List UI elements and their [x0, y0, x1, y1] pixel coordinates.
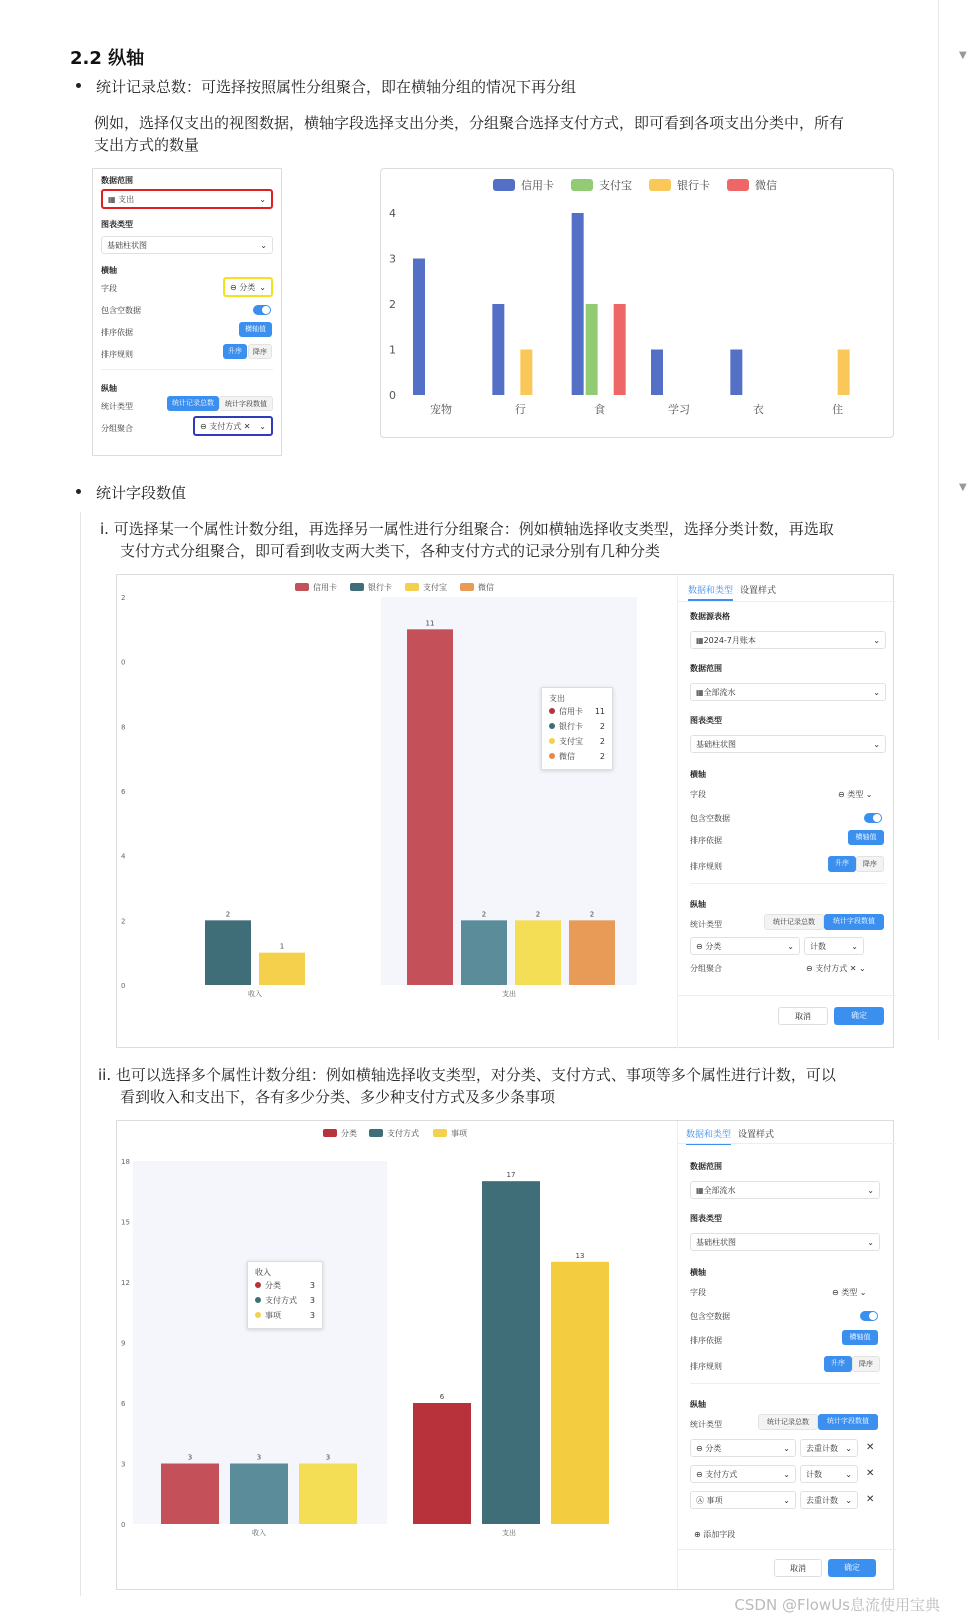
bar	[299, 1464, 357, 1525]
bar	[730, 350, 742, 396]
chart-3-svg	[117, 1121, 677, 1591]
sort-by-button[interactable]: 横轴值	[848, 830, 884, 845]
y-tick-label: 18	[121, 1158, 130, 1166]
sort-desc-button[interactable]: 降序	[852, 1356, 880, 1372]
yaxis-heading: 纵轴	[101, 384, 117, 393]
category-icon: ⊖	[806, 964, 813, 973]
xaxis-heading: 横轴	[101, 266, 117, 275]
y-tick-label: 4	[121, 852, 126, 861]
sort-by-label: 排序依据	[690, 836, 722, 845]
y-tick-label: 8	[121, 723, 126, 732]
include-empty-toggle[interactable]	[860, 1311, 878, 1321]
bar-value-label: 3	[187, 1453, 193, 1462]
tooltip-series-name: 事项	[255, 1308, 281, 1323]
settings-panel-3	[677, 1121, 895, 1591]
count-field-value: 事项	[706, 1495, 723, 1505]
stat-field-button[interactable]: 统计字段数值	[824, 914, 884, 930]
y-tick-label: 3	[121, 1460, 126, 1469]
legend-label: 支付宝	[599, 179, 632, 192]
data-range-label: 数据范围	[690, 664, 722, 673]
data-range-label: 数据范围	[101, 176, 133, 185]
y-tick-label: 4	[389, 207, 396, 220]
watermark: CSDN @FlowUs息流使用宝典	[734, 1596, 940, 1614]
tooltip-series-name: 微信	[549, 749, 575, 764]
legend-swatch	[369, 1129, 383, 1137]
bar	[482, 1181, 540, 1524]
bar	[461, 920, 507, 985]
y-tick-label: 0	[121, 658, 126, 667]
bullet-dot	[76, 83, 81, 88]
tooltip-2-title: 支出	[549, 694, 565, 703]
y-tick-label: 6	[121, 788, 126, 796]
x-tick-label: 支出	[502, 990, 516, 998]
add-field-button[interactable]: ⊕ 添加字段	[694, 1530, 736, 1539]
sort-by-label: 排序依据	[101, 328, 133, 337]
sort-asc-button[interactable]: 升序	[223, 344, 247, 359]
bullet-dot	[76, 489, 81, 494]
tooltip-2-row	[549, 704, 605, 719]
tooltip-2-row	[549, 749, 605, 764]
tooltip-3-row	[255, 1308, 315, 1323]
x-tick-label: 住	[832, 403, 844, 416]
tooltip-series-value: 3	[309, 1296, 315, 1305]
legend-label: 微信	[755, 179, 777, 192]
chart-1-svg	[381, 169, 895, 439]
legend-swatch	[405, 583, 419, 591]
sort-asc-button[interactable]: 升序	[824, 1356, 852, 1372]
sort-rule-label: 排序规则	[690, 1362, 722, 1371]
bar	[515, 920, 561, 985]
tooltip-series-name: 信用卡	[549, 704, 583, 719]
category-icon: ⊖	[230, 282, 237, 292]
source-table-label: 数据源表格	[690, 612, 730, 621]
tab-style[interactable]: 设置样式	[740, 586, 777, 596]
chevron-down-icon[interactable]: ▼	[959, 482, 967, 493]
bar	[413, 259, 425, 396]
legend-label: 支付宝	[423, 583, 447, 592]
legend-label: 银行卡	[368, 583, 392, 592]
y-tick-label: 15	[121, 1218, 130, 1227]
table-icon: ▦	[108, 194, 116, 204]
bullet-2	[96, 482, 186, 503]
sort-rule-label: 排序规则	[690, 862, 722, 871]
item-ii-line-2: 看到收入和支出下，各有多少分类、多少种支付方式及多少条事项	[120, 1088, 556, 1106]
stat-total-button[interactable]: 统计记录总数	[764, 914, 824, 930]
legend-swatch	[433, 1129, 447, 1137]
item-ii-line-1: ii. 也可以选择多个属性计数分组：例如横轴选择收支类型，对分类、支付方式、事项等多个属性进行计数，可以	[98, 1066, 836, 1084]
chevron-down-icon: ⌄	[259, 282, 266, 292]
bar-value-label: 1	[279, 942, 285, 951]
paragraph-1	[94, 112, 844, 156]
remove-field-close-icon[interactable]: ✕	[866, 1468, 875, 1479]
include-empty-toggle[interactable]	[864, 813, 882, 823]
screenshot-3	[116, 1120, 894, 1590]
legend-label: 信用卡	[313, 583, 337, 592]
tooltip-3-title: 收入	[255, 1268, 271, 1277]
group-agg-label: 分组聚合	[690, 964, 722, 973]
legend-swatch	[295, 583, 309, 591]
bar-value-label: 11	[425, 619, 435, 628]
category-icon: ⊖	[832, 1288, 839, 1297]
chevron-down-icon: ⌄	[259, 194, 266, 204]
yaxis-heading: 纵轴	[690, 1400, 706, 1409]
sort-by-button[interactable]: 横轴值	[842, 1330, 878, 1345]
stat-total-button[interactable]: 统计记录总数	[167, 396, 219, 411]
bar-value-label: 6	[439, 1393, 445, 1401]
cancel-button[interactable]: 取消	[774, 1559, 822, 1577]
chevron-down-icon: ⌄	[845, 1495, 852, 1505]
x-tick-label: 学习	[668, 403, 690, 416]
remove-field-close-icon[interactable]: ✕	[866, 1442, 875, 1453]
tab-data-and-type[interactable]: 数据和类型	[688, 583, 733, 601]
chevron-down-icon: ⌄	[873, 635, 880, 645]
count-agg-select[interactable]	[800, 1465, 858, 1483]
table-icon: ▦	[696, 687, 704, 697]
tooltip-series-value: 2	[599, 722, 605, 731]
tooltip-3-row	[255, 1278, 315, 1293]
legend-swatch	[727, 179, 749, 191]
include-empty-label: 包含空数据	[101, 306, 141, 315]
ok-button[interactable]: 确定	[834, 1007, 884, 1025]
category-icon: ⊖	[696, 941, 703, 951]
paragraph-1-line-2: 支出方式的数量	[94, 136, 200, 154]
x-tick-label: 宠物	[430, 403, 452, 416]
chart-type-select[interactable]: 基础柱状图 ⌄	[690, 1233, 880, 1251]
legend-swatch	[649, 179, 671, 191]
bar	[161, 1464, 219, 1525]
field-label: 字段	[690, 1288, 706, 1297]
bar-value-label: 13	[575, 1251, 585, 1260]
x-tick-label: 收入	[248, 990, 262, 998]
data-range-label: 数据范围	[690, 1162, 722, 1171]
data-range-select[interactable]: ▦全部流水 ⌄	[690, 683, 886, 701]
count-agg-value: 去重计数	[806, 1495, 838, 1505]
group-agg-select[interactable]: ⊖ 支付方式 ✕ ⌄	[193, 416, 273, 436]
bullet-2-text: 统计字段数值	[96, 484, 187, 502]
count-agg-select[interactable]	[800, 1439, 858, 1457]
count-agg-select[interactable]: 计数 ⌄	[804, 937, 864, 955]
series-dot-icon	[549, 708, 555, 714]
chart-type-select[interactable]: 基础柱状图 ⌄	[101, 236, 273, 254]
series-dot-icon	[549, 753, 555, 759]
bullet-1	[96, 76, 576, 97]
sort-asc-button[interactable]: 升序	[828, 856, 856, 872]
bar	[205, 920, 251, 985]
tooltip-series-value: 3	[309, 1311, 315, 1320]
source-table-select[interactable]: ▦2024-7月账本 ⌄	[690, 631, 886, 649]
bar	[551, 1262, 609, 1524]
legend-swatch	[323, 1129, 337, 1137]
bar	[230, 1464, 288, 1525]
chevron-down-icon: ⌄	[873, 687, 880, 697]
x-tick-label: 支出	[502, 1529, 516, 1537]
category-icon: ⊖	[200, 421, 207, 431]
field-label: 字段	[101, 284, 117, 293]
legend-swatch	[493, 179, 515, 191]
bar-value-label: 17	[506, 1171, 516, 1180]
y-tick-label: 2	[121, 594, 126, 602]
table-icon: ▦	[696, 1185, 704, 1195]
field-select[interactable]: ⊖ 分类 ⌄	[223, 277, 273, 297]
include-empty-label: 包含空数据	[690, 814, 730, 823]
legend-label: 事项	[451, 1129, 467, 1138]
sort-by-button[interactable]: 横轴值	[239, 322, 272, 337]
bar	[651, 350, 663, 396]
text-field-icon: Ⓐ	[696, 1495, 704, 1505]
plus-circle-icon: ⊕	[694, 1530, 701, 1539]
bar-value-label: 2	[589, 910, 595, 919]
field-select[interactable]: ⊖ 类型 ⌄	[838, 790, 873, 799]
divider	[101, 369, 273, 370]
y-tick-label: 2	[121, 917, 126, 926]
count-agg-value: 计数	[806, 1469, 822, 1479]
y-tick-label: 3	[389, 252, 396, 266]
chart-type-label: 图表类型	[101, 220, 133, 229]
series-dot-icon	[549, 723, 555, 729]
count-field-value: 支付方式	[705, 1469, 738, 1479]
category-icon: ⊖	[838, 790, 845, 799]
bar	[614, 304, 626, 395]
legend-label: 微信	[478, 583, 494, 592]
settings-panel-2	[677, 575, 895, 1049]
divider	[690, 883, 886, 884]
stat-type-label: 统计类型	[690, 1420, 722, 1429]
x-tick-label: 行	[514, 403, 526, 416]
table-icon: ▦	[696, 635, 704, 645]
legend-swatch	[571, 179, 593, 191]
yaxis-heading: 纵轴	[690, 900, 706, 909]
chart-1-container	[380, 168, 894, 438]
sort-desc-button[interactable]: 降序	[856, 856, 884, 872]
tooltip-series-name: 支付宝	[549, 734, 583, 749]
legend-label: 银行卡	[677, 179, 710, 192]
section-heading: 2.2 纵轴	[70, 48, 145, 69]
paragraph-1-line-1: 例如，选择仅支出的视图数据，横轴字段选择支出分类，分组聚合选择支付方式，即可看到各项支出分类中，所有	[94, 114, 845, 132]
divider	[678, 1549, 896, 1550]
chevron-down-icon: ⌄	[867, 1185, 874, 1195]
series-dot-icon	[255, 1312, 261, 1318]
chevron-down-icon: ⌄	[783, 1443, 790, 1453]
field-select[interactable]: ⊖ 类型 ⌄	[832, 1288, 867, 1297]
y-tick-label: 0	[121, 982, 126, 990]
chevron-down-icon: ⌄	[845, 1469, 852, 1479]
bar-value-label: 2	[225, 910, 231, 919]
item-i-line-1: i. 可选择某一个属性计数分组，再选择另一属性进行分组聚合：例如横轴选择收支类型，选择分类计数，再选取	[100, 520, 834, 538]
series-dot-icon	[549, 738, 555, 744]
tooltip-2	[541, 687, 613, 770]
bar-value-label: 3	[256, 1453, 262, 1462]
count-agg-value: 去重计数	[806, 1443, 838, 1453]
data-range-select[interactable]: ▦全部流水 ⌄	[690, 1181, 880, 1199]
sort-by-label: 排序依据	[690, 1336, 722, 1345]
data-range-select[interactable]: ▦ 支出 ⌄	[101, 189, 273, 209]
divider	[690, 1383, 880, 1384]
screenshot-2	[116, 574, 894, 1048]
bar	[492, 304, 504, 395]
sort-desc-button[interactable]: 降序	[248, 344, 272, 359]
chevron-down-icon: ⌄	[783, 1495, 790, 1505]
divider	[678, 995, 896, 996]
series-dot-icon	[255, 1282, 261, 1288]
count-field-select[interactable]	[690, 1465, 796, 1483]
bar	[520, 350, 532, 396]
tooltip-series-name: 银行卡	[549, 719, 583, 734]
tooltip-series-value: 2	[599, 752, 605, 761]
stat-field-button[interactable]: 统计字段数值	[818, 1414, 878, 1430]
tab-data-and-type[interactable]: 数据和类型	[686, 1127, 731, 1145]
bar	[838, 350, 850, 396]
divider	[678, 1143, 896, 1144]
tooltip-3	[247, 1261, 323, 1329]
include-empty-label: 包含空数据	[690, 1312, 730, 1321]
tooltip-series-value: 3	[309, 1281, 315, 1290]
legend-label: 信用卡	[521, 179, 554, 192]
tooltip-series-value: 11	[594, 707, 605, 716]
legend-label: 支付方式	[387, 1129, 419, 1138]
chart-type-label: 图表类型	[690, 1214, 722, 1223]
item-i	[100, 518, 834, 562]
tooltip-series-name: 支付方式	[255, 1293, 297, 1308]
field-label: 字段	[690, 790, 706, 799]
group-agg-select[interactable]: ⊖ 支付方式 ✕ ⌄	[806, 964, 866, 973]
tooltip-2-row	[549, 719, 605, 734]
chevron-down-icon: ⌄	[259, 421, 266, 431]
x-tick-label: 收入	[252, 1529, 266, 1537]
sort-rule-label: 排序规则	[101, 350, 133, 359]
y-tick-label: 1	[389, 343, 396, 357]
ok-button[interactable]: 确定	[828, 1559, 876, 1577]
bullet-1-text: 统计记录总数：可选择按照属性分组聚合，即在横轴分组的情况下再分组	[96, 78, 577, 96]
item-i-line-2: 支付方式分组聚合，即可看到收支两大类下，各种支付方式的记录分别有几种分类	[120, 542, 661, 560]
stat-total-button[interactable]: 统计记录总数	[758, 1414, 818, 1430]
bar	[572, 213, 584, 395]
legend-swatch	[350, 583, 364, 591]
count-field-select[interactable]	[690, 1439, 796, 1457]
bar-value-label: 2	[535, 910, 541, 919]
tooltip-2-row	[549, 734, 605, 749]
item-ii	[98, 1064, 836, 1108]
chevron-down-icon: ⌄	[873, 739, 880, 749]
chart-2-svg	[117, 575, 677, 1049]
chevron-down-icon: ⌄	[851, 941, 858, 951]
bar	[586, 304, 598, 395]
category-icon: ⊖	[696, 1443, 703, 1453]
chevron-down-icon: ⌄	[845, 1443, 852, 1453]
count-agg-select[interactable]	[800, 1491, 858, 1509]
count-field-select[interactable]: ⊖ 分类 ⌄	[690, 937, 800, 955]
chevron-down-icon: ⌄	[867, 1237, 874, 1247]
divider	[678, 601, 896, 602]
quote-rail	[80, 512, 81, 1596]
tab-style[interactable]: 设置样式	[738, 1130, 775, 1140]
x-tick-label: 衣	[752, 403, 764, 416]
y-tick-label: 6	[121, 1400, 126, 1408]
stat-field-button[interactable]: 统计字段数值	[219, 396, 273, 411]
bar	[259, 953, 305, 985]
bar	[407, 629, 453, 985]
bar-value-label: 2	[481, 910, 487, 919]
xaxis-heading: 横轴	[690, 1268, 706, 1277]
y-tick-label: 9	[121, 1339, 126, 1348]
tooltip-series-value: 2	[599, 737, 605, 746]
legend-label: 分类	[341, 1129, 357, 1138]
tooltip-series-name: 分类	[255, 1278, 281, 1293]
tooltip-3-row	[255, 1293, 315, 1308]
bar-value-label: 3	[325, 1453, 331, 1462]
chart-type-label: 图表类型	[690, 716, 722, 725]
cancel-button[interactable]: 取消	[778, 1007, 828, 1025]
category-icon: ⊖	[696, 1469, 703, 1479]
xaxis-heading: 横轴	[690, 770, 706, 779]
chart-type-select[interactable]: 基础柱状图 ⌄	[690, 735, 886, 753]
series-dot-icon	[255, 1297, 261, 1303]
y-tick-label: 2	[389, 298, 396, 311]
settings-panel-1	[92, 168, 282, 456]
bar	[413, 1403, 471, 1524]
stat-type-label: 统计类型	[690, 920, 722, 929]
group-agg-label: 分组聚合	[101, 424, 133, 433]
bar	[569, 920, 615, 985]
count-field-select[interactable]	[690, 1491, 796, 1509]
close-icon[interactable]: ✕	[849, 964, 857, 973]
x-tick-label: 食	[594, 403, 606, 416]
y-tick-label: 12	[121, 1279, 130, 1287]
y-tick-label: 0	[121, 1521, 126, 1529]
remove-field-close-icon[interactable]: ✕	[866, 1494, 875, 1505]
right-scroll-strip[interactable]	[938, 0, 976, 1040]
include-empty-toggle[interactable]	[253, 305, 271, 315]
chevron-down-icon: ⌄	[260, 240, 267, 250]
legend-swatch	[460, 583, 474, 591]
chevron-down-icon[interactable]: ▼	[959, 50, 967, 61]
chevron-down-icon: ⌄	[783, 1469, 790, 1479]
close-icon[interactable]: ✕	[243, 421, 251, 431]
stat-type-label: 统计类型	[101, 402, 133, 411]
y-tick-label: 0	[389, 389, 396, 402]
count-field-value: 分类	[705, 1443, 722, 1453]
chevron-down-icon: ⌄	[787, 941, 794, 951]
